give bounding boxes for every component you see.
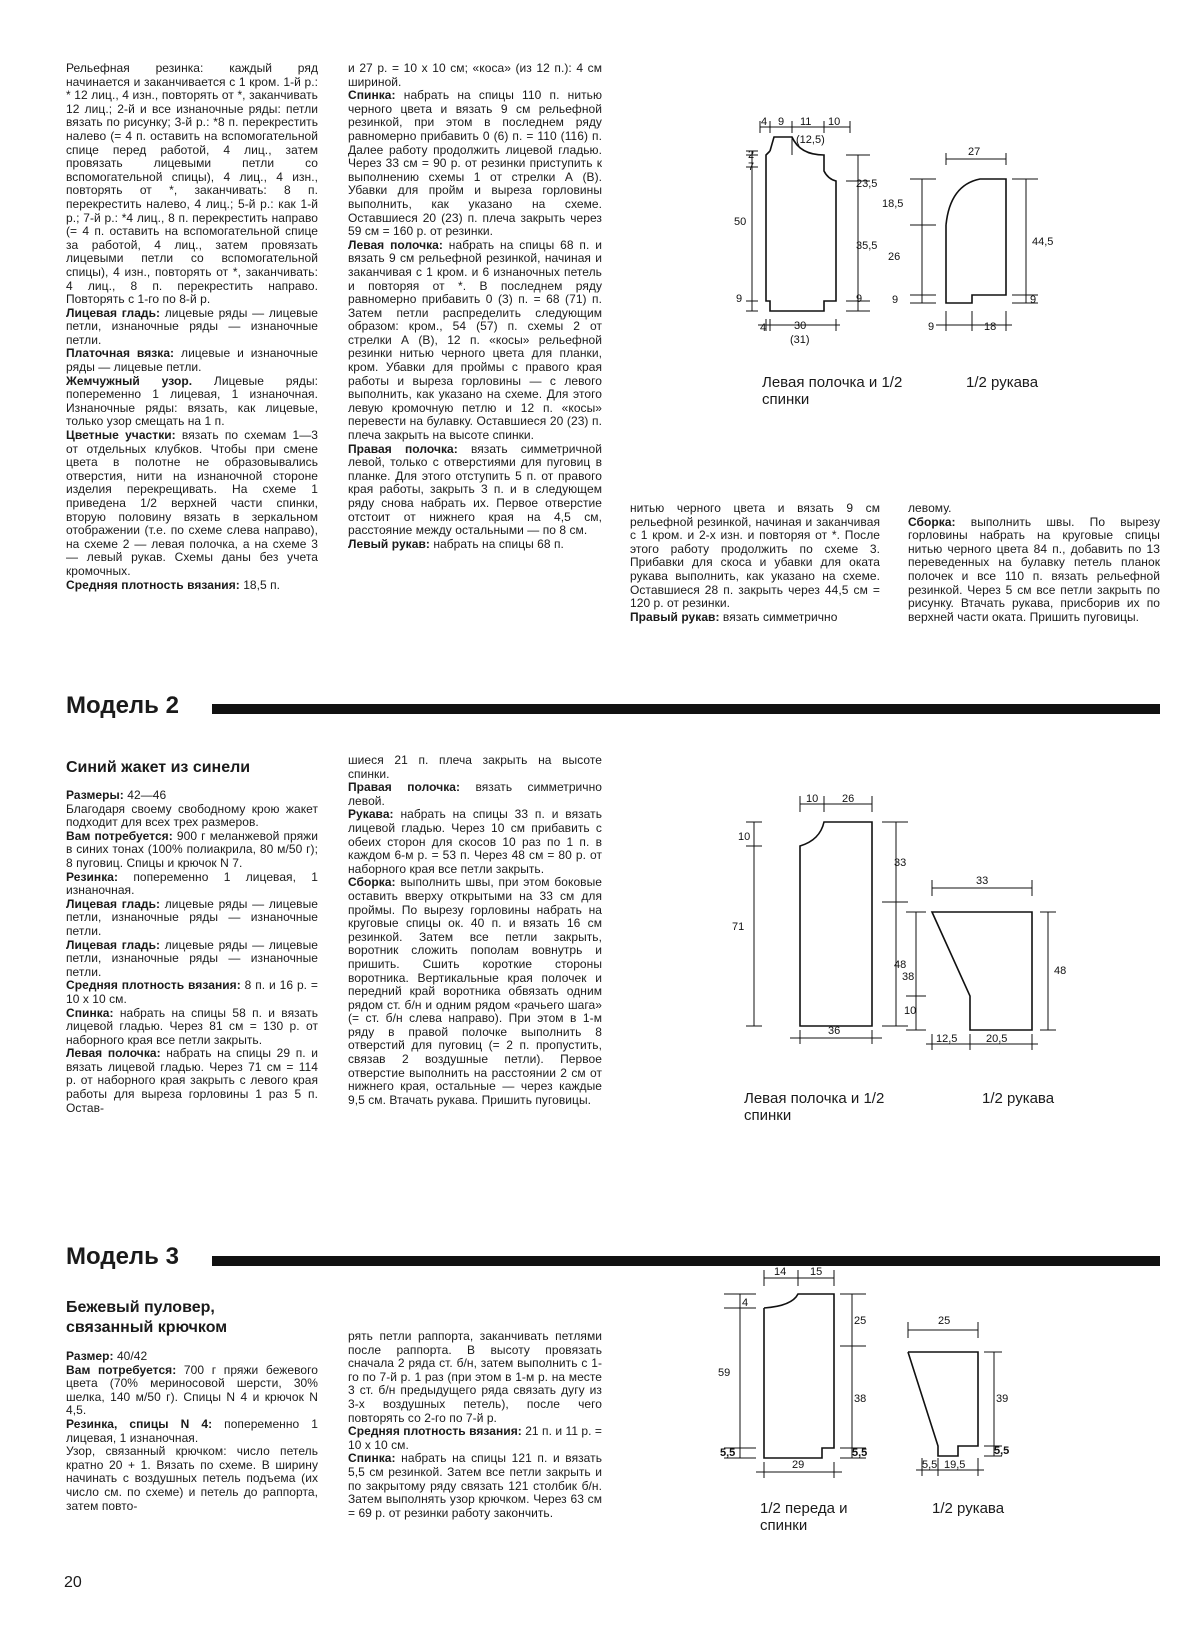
m3-b-right-1: 38 [854, 1393, 867, 1405]
paragraph-text: Рельефная резинка: каждый ряд начинается и заканчивается с 1 кром. 1-й р.: * 12 лиц., 4 изн., повторять от *, заканчивать 12 лиц.; 2-й и все изнаночные ряды: петли вязать по рисунку; 3-й р.: *8 п. перекрестить налево (= 4 п. оставить на вспомогательной спице перед работой, 4 лиц., затем провязать лицевыми петли со вспомогательной спицы), 4 лиц., 4 изн., повторять от *, заканчивать: 8 п. перекрестить налево, 4 лиц.; 5-й р.: как 1-й р.; 7-й р.: *4 лиц., 8 п. перекрестить направо (= 4 п. оставить на вспомогательной спице за работой, 4 лиц., затем провязать лицевыми петли со вспомогательной спицы), 4 изн., повторять от *, заканчивать: 4 лиц., 8 п. перекрестить направо. Повторять с 1-го по 8-й р. [66, 61, 318, 307]
paragraph [908, 502, 1160, 516]
paragraph-text: лицевые ряды — лицевые петли, изнаночные ряды — изнаночные петли. [66, 937, 318, 979]
paragraph-text: Благодаря своему свободному крою жакет подходит для всех трех размеров. [66, 801, 318, 830]
paragraph-text: вязать симметрично левой. [348, 780, 602, 808]
paragraph [66, 871, 318, 898]
m3-sleeve-diagram [902, 1316, 1012, 1486]
paragraph-heading: Левая полочка: [66, 1046, 161, 1061]
paragraph [66, 1047, 318, 1115]
paragraph [66, 347, 318, 374]
m3-b-right-2: 5,5 [852, 1447, 868, 1459]
paragraph-text: и 27 р. = 10 х 10 см; «коса» (из 12 п.): 4 см шириной. [348, 61, 602, 89]
paragraph-text: лицевые ряды — лицевые петли, изнаночные ряды — изнаночные петли. [66, 305, 318, 347]
paragraph-heading: Сборка: [908, 514, 956, 529]
m2-b-right-0: 33 [894, 857, 907, 869]
paragraph-heading: Цветные участки: [66, 428, 176, 443]
m2-b-right-1: 48 [894, 959, 907, 971]
paragraph-text: левому. [908, 501, 952, 515]
model2-rule [212, 704, 1160, 714]
paragraph-heading: Спинка: [348, 88, 396, 103]
paragraph [348, 239, 602, 443]
m2-s-top: 33 [976, 875, 989, 887]
model2-subtitle: Синий жакет из синели [66, 759, 251, 776]
s1-s-top: 27 [968, 146, 981, 158]
paragraph [630, 611, 880, 625]
s1-b-right-0: 23,5 [856, 178, 878, 190]
m3-b-right-0: 25 [854, 1315, 867, 1327]
paragraph [348, 754, 602, 781]
m2-body-diagram [732, 790, 920, 1050]
paragraph [348, 89, 602, 239]
paragraph-heading: Вам потребуется: [66, 828, 173, 843]
m3-s-right-1: 5,5 [994, 1445, 1010, 1457]
paragraph-text: вязать симметричной левой, только с отверстиями для пуговиц в планке. Для этого отступить 5 п. от правого края работы, закрыть 3 п. и в следующем ряду снова набрать их. Первое отверстие отстоит от нижнего края на 4,5 см, расстояние между остальными — по 8 см. [348, 441, 602, 538]
paragraph [66, 375, 318, 429]
paragraph-text: набрать на спицы 58 п. и вязать лицевой гладью. Через 81 см = 130 р. от наборного края все петли закрыть. [66, 1005, 318, 1047]
paragraph [348, 876, 602, 1107]
m3-b-top-0: 14 [774, 1266, 787, 1278]
paragraph-text: попеременно 1 лицевая, 1 изнаночная. [66, 869, 318, 898]
paragraph-text: шиеся 21 п. плеча закрыть на высоте спинки. [348, 753, 602, 781]
paragraph-heading: Лицевая гладь: [66, 305, 161, 320]
paragraph [348, 1452, 602, 1520]
paragraph [66, 62, 318, 307]
m3-b-top-1: 15 [810, 1266, 823, 1278]
s1-col3 [630, 502, 880, 624]
paragraph [66, 898, 318, 939]
s1-caption-left: Левая полочка и 1/2 спинки [762, 374, 903, 408]
paragraph-heading: Спинка: [66, 1005, 114, 1020]
paragraph [66, 307, 318, 348]
s1-s-bot-0: 9 [928, 321, 935, 333]
m2-b-top-1: 26 [842, 793, 855, 805]
paragraph [348, 443, 602, 538]
s1-b-right-1: 35,5 [856, 240, 878, 252]
m3-col2 [348, 1330, 602, 1520]
paragraph-text: 21 п. и 11 р. = 10 х 10 см. [348, 1424, 602, 1452]
paragraph-heading: Резинка, спицы N 4: [66, 1416, 213, 1431]
paragraph-heading: Рукава: [348, 807, 394, 822]
s1-col2 [348, 62, 602, 551]
paragraph-heading: Средняя плотность вязания: [66, 577, 240, 592]
paragraph-text: 700 г пряжи бежевого цвета (70% мериносовой шерсти, 30% шелка, 140 м/50 г). Спицы N 4 и крючок N 4,5. [66, 1362, 318, 1418]
paragraph-text: набрать на спицы 68 п. [429, 536, 564, 551]
s1-col4 [908, 502, 1160, 624]
m3-s-right-0: 39 [996, 1393, 1009, 1405]
s1-b-top-1: 9 [778, 116, 785, 128]
m3-b-left-2: 5,5 [720, 1447, 736, 1459]
m2-sleeve-diagram [902, 870, 1092, 1060]
paragraph [908, 516, 1160, 625]
s1-b-top-3: 10 [828, 116, 841, 128]
paragraph-heading: Правая полочка: [348, 780, 461, 795]
paragraph-heading: Жемчужный узор. [66, 373, 193, 388]
m2-s-left-0: 38 [902, 971, 915, 983]
paragraph-heading: Средняя плотность вязания: [66, 978, 241, 993]
paragraph-text: вязать симметрично [719, 609, 838, 624]
m3-b-left-1: 59 [718, 1367, 731, 1379]
m2-b-top-0: 10 [806, 793, 819, 805]
m2-caption-right: 1/2 рукава [982, 1090, 1055, 1107]
paragraph [66, 789, 318, 803]
m2-b-left-0: 10 [738, 831, 751, 843]
m2-s-left-1: 10 [904, 1005, 917, 1017]
paragraph-text: 40/42 [113, 1349, 148, 1363]
s1-b-bot-1: 30 [794, 320, 807, 332]
m2-b-bot: 36 [828, 1025, 841, 1037]
s1-b-left-2: 50 [734, 216, 747, 228]
model3-subtitle: Бежевый пуловер, связанный крючком [66, 1299, 228, 1336]
m2-s-bot-1: 20,5 [986, 1033, 1008, 1045]
paragraph [348, 781, 602, 808]
paragraph [348, 538, 602, 552]
paragraph-heading: Вам потребуется: [66, 1362, 177, 1377]
paragraph [348, 1330, 602, 1425]
model3-rule [212, 1256, 1160, 1266]
s1-s-right-1: 9 [1030, 294, 1037, 306]
paragraph-text: Узор, связанный крючком: число петель кратно 20 + 1. Вязать по схеме. В ширину начинать с воздушных петель подъема (их число см. по схеме) и петель до раппорта, затем повто- [66, 1444, 318, 1513]
s1-s-left-2: 9 [892, 294, 899, 306]
paragraph [66, 1350, 318, 1364]
s1-s-left-0: 18,5 [882, 198, 904, 210]
paragraph-text: 42—46 [123, 788, 167, 802]
m3-caption-left: 1/2 переда и спинки [760, 1500, 848, 1534]
paragraph-heading: Левый рукав: [348, 536, 430, 551]
paragraph [66, 579, 318, 593]
m3-body-diagram [718, 1266, 896, 1476]
paragraph-heading: Лицевая гладь: [66, 937, 161, 952]
m2-s-right: 48 [1054, 965, 1067, 977]
paragraph-text: вязать по схемам 1—3 от отдельных клубков. Чтобы при смене цвета в полотне не образовывались отверстия, нити на изнаночной стороне изделия перекрещивать. На схеме 1 приведена 1/2 верхней части спинки, вторую половину вязать в зеркальном отображении (т.е. по схеме слева направо), на схеме 2 — левая полочка, а на схеме 3 — левый рукав. Схемы даны без учета кромочных. [66, 428, 318, 578]
paragraph-heading: Размеры: [66, 788, 124, 802]
m3-s-top: 25 [938, 1315, 951, 1327]
s1-body-diagram [734, 115, 900, 365]
paragraph-heading: Левая полочка: [348, 237, 443, 252]
s1-col1 [66, 62, 318, 592]
model2-heading: Модель 2 [66, 692, 179, 719]
paragraph-text: набрать на спицы 68 п. и вязать 9 см рельефной резинкой, начиная и заканчивая с 1 кром. и 6 изнаночных петель и повторяя от *. В последнем ряду равномерно прибавить 0 (3) п. = 68 (71) п. Затем петли распределить следующим образом: кром., 54 (57) п. схемы 2 от стрелки А (В), 12 п. «косы» рельефной резинки нитью черного цвета для планки, кром. Убавки для проймы с правого края работы и выреза горловины — с левого выполнить, как указано на схеме. Для этого левую кромочную петлю и 12 п. «косы» перевести на булавку. Оставшиеся 20 (23) п. плеча закрыть на высоте спинки. [348, 237, 602, 443]
m2-col2 [348, 754, 602, 1107]
paragraph [630, 502, 880, 611]
paragraph-heading: Резинка: [66, 869, 119, 884]
paragraph-text: лицевые ряды — лицевые петли, изнаночные ряды — изнаночные петли. [66, 896, 318, 938]
s1-caption-right: 1/2 рукава [966, 374, 1039, 391]
paragraph [348, 62, 602, 89]
m3-b-bot: 29 [792, 1459, 805, 1471]
m3-col1 [66, 1350, 318, 1513]
s1-b-neck: (12,5) [796, 134, 825, 146]
m2-col1 [66, 789, 318, 1115]
paragraph-heading: Сборка: [348, 875, 396, 890]
s1-b-top-0: 4 [761, 116, 768, 128]
paragraph-text: 900 г меланжевой пряжи в синих тонах (100% полиакрила, 80 м/50 г); 8 пуговиц. Спицы и крючок N 7. [66, 828, 318, 870]
paragraph-heading: Спинка: [348, 1451, 396, 1466]
paragraph [66, 1445, 318, 1513]
m2-s-bot-0: 12,5 [936, 1033, 958, 1045]
model3-heading: Модель 3 [66, 1243, 179, 1270]
paragraph-text: рять петли раппорта, заканчивать петлями после раппорта. В высоту провязать сначала 2 ряда ст. б/н, затем выполнить с 1-го по 7-й р. 1 раз (при этом в 1-м р. на месте 3 ст. б/н предыдущего ряда связать дугу из 3-х воздушных петель), после чего повторять со 2-го по 7-й р. [348, 1329, 602, 1425]
paragraph-text: 8 п. и 16 р. = 10 х 10 см. [66, 978, 318, 1006]
page-number: 20 [64, 1574, 82, 1591]
paragraph-text: 18,5 п. [239, 577, 281, 592]
s1-b-left-3: 9 [736, 293, 743, 305]
paragraph-text: набрать на спицы 121 п. и вязать 5,5 см резинкой. Затем все петли закрыть и по закрытому ряду связать 121 столбик б/н. Затем выполнять узор крючком. Через 63 см = 69 р. от резинки работу закончить. [348, 1451, 602, 1520]
paragraph-text: набрать на спицы 110 п. нитью черного цвета и вязать 9 см рельефной резинкой, при этом в последнем ряду равномерно прибавить 0 (6) п. = 110 (116) п. Далее работу продолжить лицевой гладью. Через 33 см = 90 р. от резинки приступить к выполнению схемы 1 от стрелки А (В). Убавки для пройм и выреза горловины выполнить, как указано на схеме. Оставшиеся 20 (23) п. плеча закрыть через 59 см = 160 р. от резинки. [348, 88, 602, 239]
paragraph [66, 803, 318, 830]
s1-b-bot-0: 4 [760, 322, 767, 334]
s1-b-top-2: 11 [800, 116, 812, 128]
s1-s-left-1: 26 [888, 251, 901, 263]
m3-b-left-0: 4 [742, 1297, 749, 1309]
s1-b-right-2: 9 [856, 293, 863, 305]
m3-caption-right: 1/2 рукава [932, 1500, 1005, 1517]
paragraph-heading: Лицевая гладь: [66, 896, 161, 911]
paragraph-text: нитью черного цвета и вязать 9 см рельефной резинкой, начиная и заканчивая с 1 кром. и 2-х изн. и повторяя от *. После этого работу продолжить по схеме 3. Прибавки для скоса и убавки для оката рукава выполнить, как указано на схеме. Оставшиеся 28 п. закрыть через 44,5 см = 120 р. от резинки. [630, 501, 880, 611]
paragraph-text: набрать на спицы 33 п. и вязать лицевой гладью. Через 10 см прибавить с обеих сторон для скосов 10 раз по 1 п. в каждом 6-м р. = 53 п. Через 48 см = 80 р. от наборного края все петли закрыть. [348, 807, 602, 876]
paragraph [66, 429, 318, 579]
paragraph-heading: Средняя плотность вязания: [348, 1424, 522, 1439]
m2-b-left-1: 71 [732, 921, 745, 933]
paragraph-heading: Правая полочка: [348, 441, 458, 456]
paragraph [66, 979, 318, 1006]
paragraph [66, 1418, 318, 1445]
m3-s-bot-1: 19,5 [944, 1459, 966, 1471]
paragraph-text: выполнить швы, при этом боковые оставить вверху открытыми на 33 см для проймы. По вырезу горловины набрать на круговые спицы ок. 40 п. и вязать 16 см резинкой. Затем все петли закрыть, воротник сложить пополам вовнутрь и пришить. Сшить короткие стороны воротника. Вертикальные края полочек и передний край воротника обвязать одним рядом ст. б/н и одним рядом «рачьего шага» (= ст. б/н слева направо). При этом в 1-м ряду в правой полочке выполнить 8 отверстий для пуговиц (= 2 п. пропустить, связав 2 воздушные петли). Первое отверстие выполнить на расстоянии 2 см от нижнего края, остальные — через каждые 9,5 см. Втачать рукава. Пришить пуговицы. [348, 875, 602, 1107]
paragraph-text: Лицевые ряды: попеременно 1 лицевая, 1 изнаночная. Изнаночные ряды: вязать, как лицевые, только узор смещать на 1 п. [66, 373, 319, 429]
m3-s-bot-0: 5,5 [922, 1459, 938, 1471]
paragraph [66, 1364, 318, 1418]
s1-b-left-1: 7 [748, 161, 755, 173]
s1-sleeve-diagram [882, 145, 1054, 345]
paragraph [66, 939, 318, 980]
s1-s-right-0: 44,5 [1032, 236, 1054, 248]
paragraph-text: попеременно 1 лицевая, 1 изнаночная. [66, 1416, 318, 1445]
paragraph [66, 830, 318, 871]
paragraph [66, 1007, 318, 1048]
paragraph-heading: Правый рукав: [630, 609, 720, 624]
paragraph-heading: Платочная вязка: [66, 346, 175, 361]
s1-s-bot-1: 18 [984, 321, 997, 333]
s1-b-bot-2: (31) [790, 334, 810, 346]
paragraph [348, 808, 602, 876]
paragraph-heading: Размер: [66, 1349, 114, 1363]
paragraph [348, 1425, 602, 1452]
m2-caption-left: Левая полочка и 1/2 спинки [744, 1090, 885, 1124]
s1-b-left-0: 2 [748, 149, 755, 161]
paragraph-text: выполнить швы. По вырезу горловины набрать на круговые спицы нитью черного цвета 84 п., добавить по 13 переведенных на булавку петель планок полочек и все 110 п. вязать рельефной резинкой. Через 5 см все петли закрыть по рисунку. Втачать рукава, присборив их по верхней части оката. Пришить пуговицы. [908, 514, 1160, 624]
paragraph-text: набрать на спицы 29 п. и вязать лицевой гладью. Через 71 см = 114 р. от наборного края закрыть с левого края работы для выреза горловины 1 раз 5 п. Остав- [66, 1046, 318, 1115]
paragraph-text: лицевые и изнаночные ряды — лицевые петли. [66, 346, 318, 375]
